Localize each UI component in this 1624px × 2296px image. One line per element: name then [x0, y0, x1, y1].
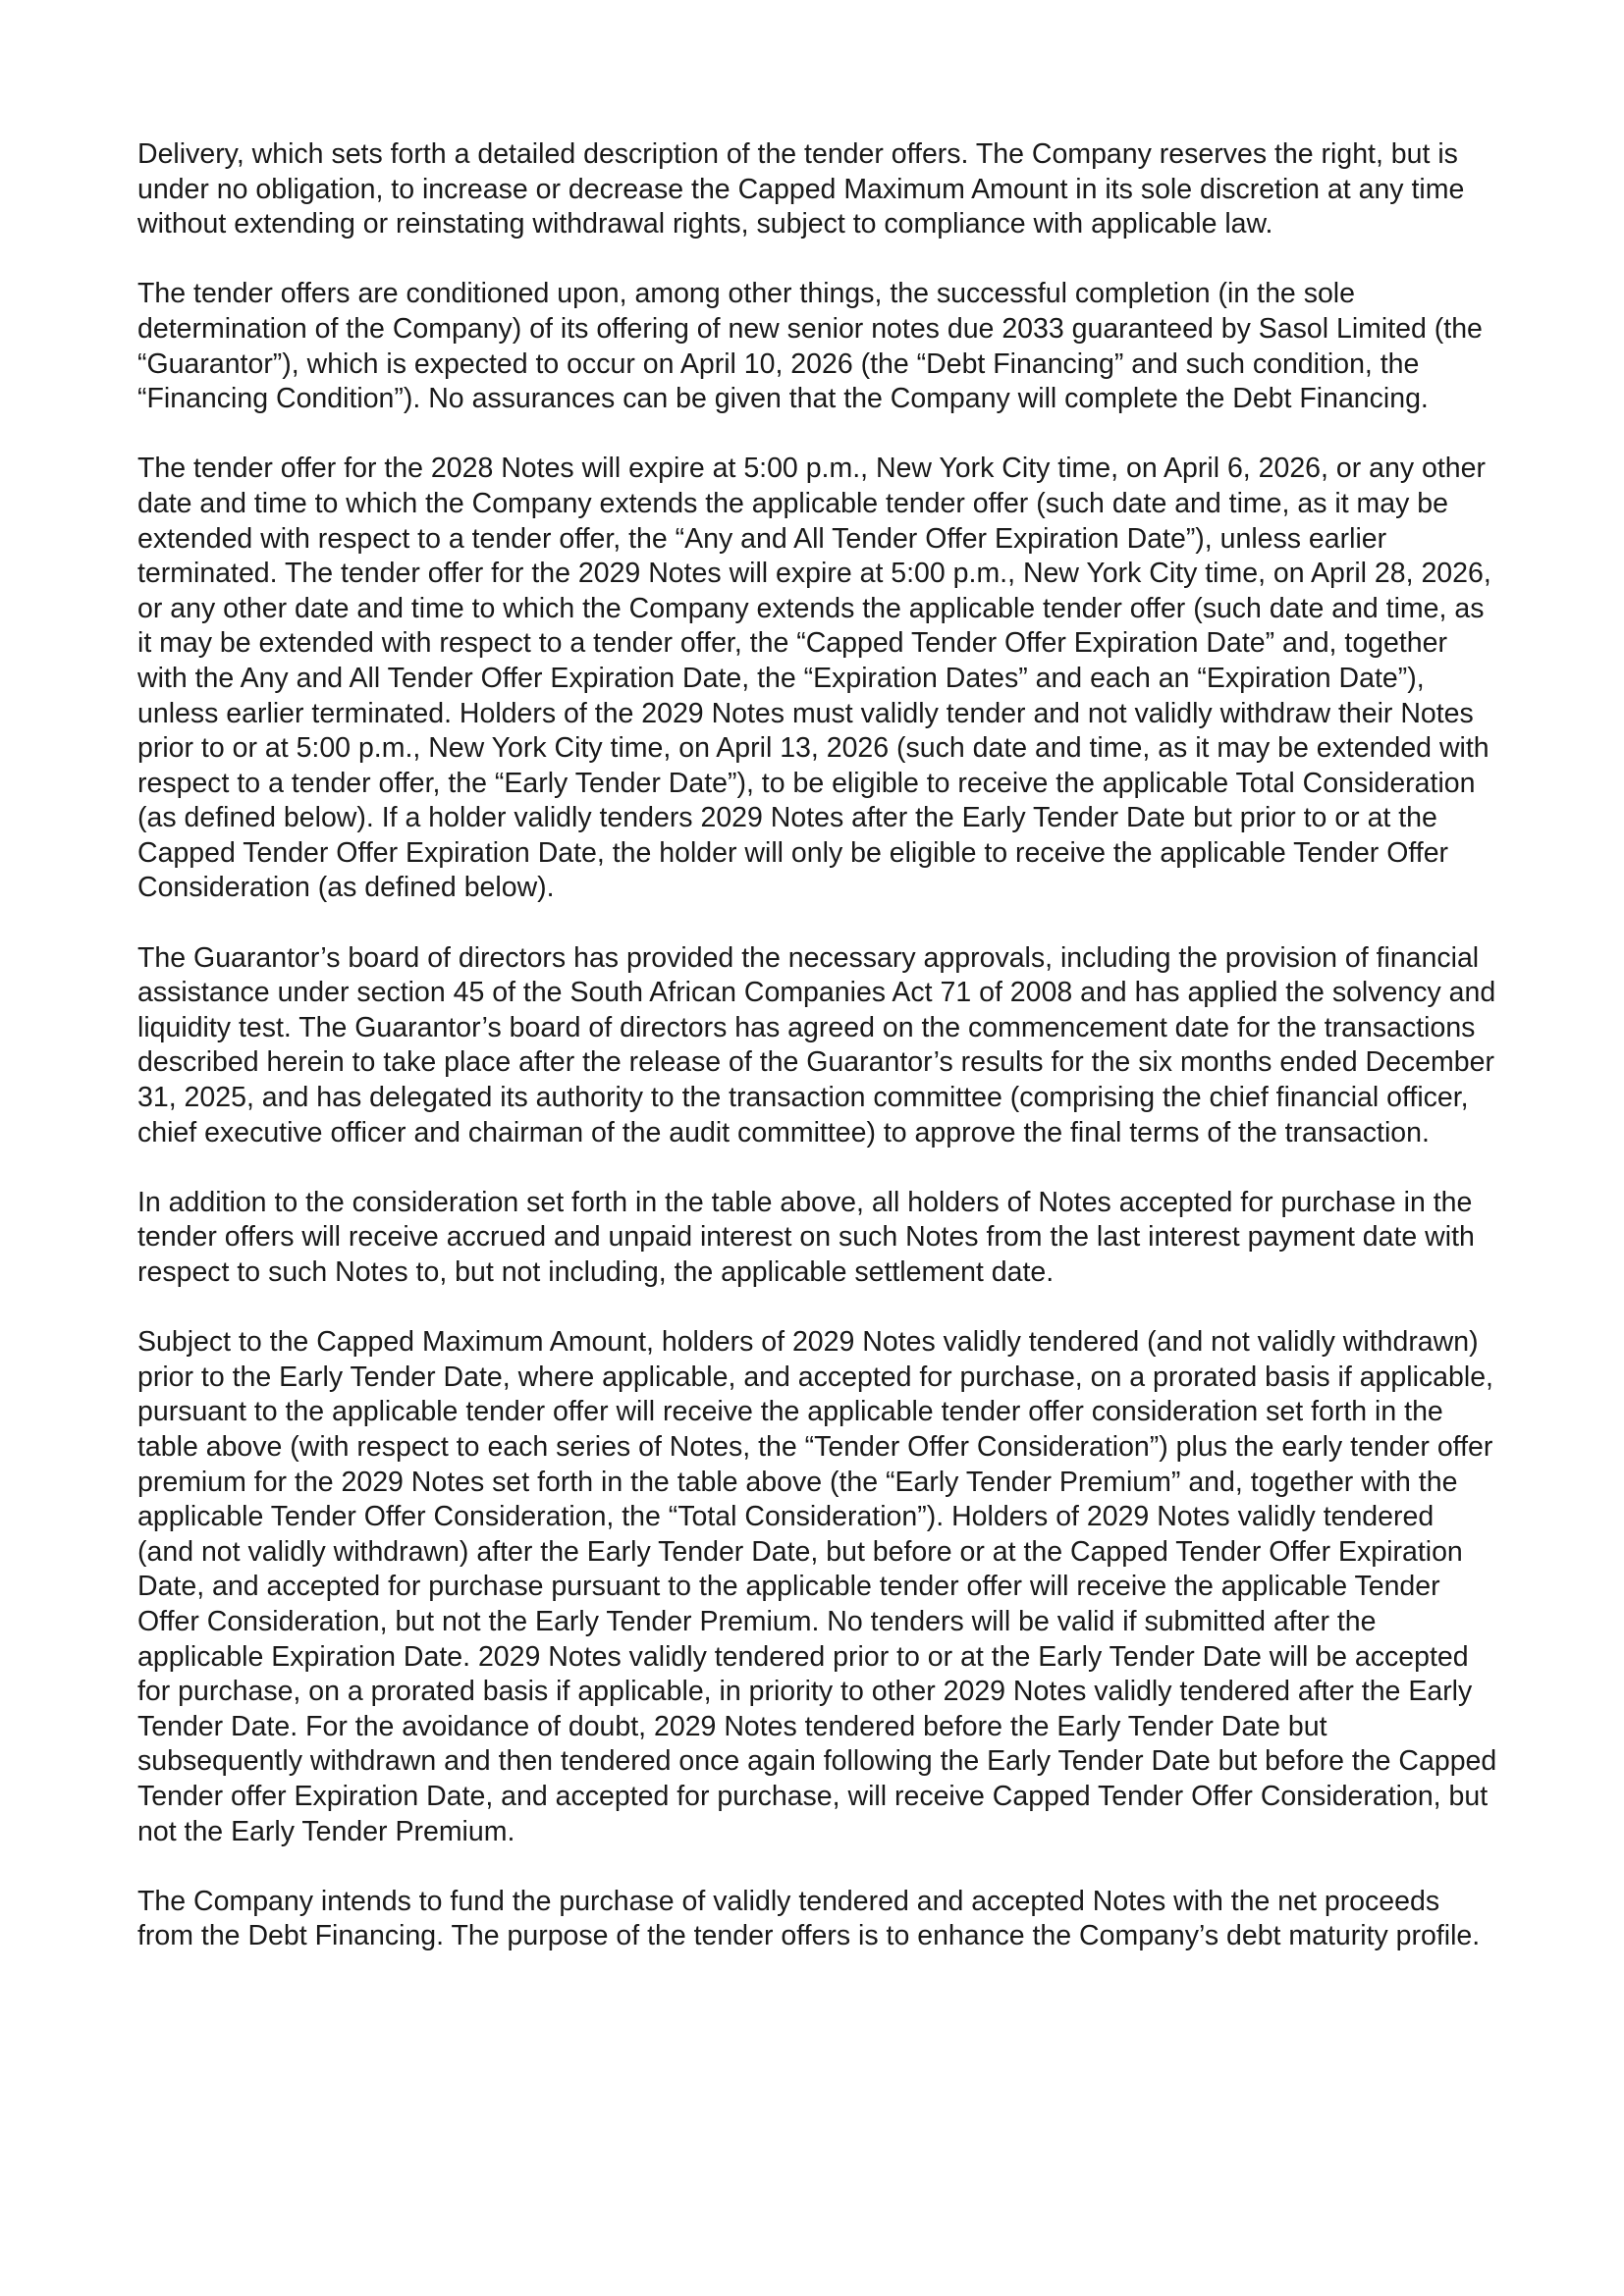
- paragraph-letter-of-transmittal: Delivery, which sets forth a detailed description of the tender offers. The Company reserves the right, but is under no obligation, to increase or decrease the Capped Maximum Amount in its sole discretion at any time without extending or reinstating withdrawal rights, subject to compliance with applicable law.: [137, 138, 1465, 240]
- paragraph-expiration-dates: The tender offer for the 2028 Notes will expire at 5:00 p.m., New York City time, on April 6, 2026, or any other date and time to which the Company extends the applicable tender offer (such date and time, as it may be extended with respect to a tender offer, the “Any and All Tender Offer Expiration Date”), unless earlier terminated. The tender offer for the 2029 Notes will expire at 5:00 p.m., New York City time, on April 28, 2026, or any other date and time to which the Company extends the applicable tender offer (such date and time, as it may be extended with respect to a tender offer, the “Capped Tender Offer Expiration Date” and, together with the Any and All Tender Offer Expiration Date, the “Expiration Dates” and each an “Expiration Date”), unless earlier terminated. Holders of the 2029 Notes must validly tender and not validly withdraw their Notes prior to or at 5:00 p.m., New York City time, on April 13, 2026 (such date and time, as it may be extended with respect to a tender offer, the “Early Tender Date”), to be eligible to receive the applicable Total Consideration (as defined below). If a holder validly tenders 2029 Notes after the Early Tender Date but prior to or at the Capped Tender Offer Expiration Date, the holder will only be eligible to receive the applicable Tender Offer Consideration (as defined below).: [137, 453, 1491, 904]
- paragraph-total-consideration: Subject to the Capped Maximum Amount, holders of 2029 Notes validly tendered (and not validly withdrawn) prior to the Early Tender Date, where applicable, and accepted for purchase, on a prorated basis if applicable, pursuant to the applicable tender offer will receive the applicable tender offer consideration set forth in the table above (with respect to each series of Notes, the “Tender Offer Consideration”) plus the early tender offer premium for the 2029 Notes set forth in the table above (the “Early Tender Premium” and, together with the applicable Tender Offer Consideration, the “Total Consideration”). Holders of 2029 Notes validly tendered (and not validly withdrawn) after the Early Tender Date, but before or at the Capped Tender Offer Expiration Date, and accepted for purchase pursuant to the applicable tender offer will receive the applicable Tender Offer Consideration, but not the Early Tender Premium. No tenders will be valid if submitted after the applicable Expiration Date. 2029 Notes validly tendered prior to or at the Early Tender Date will be accepted for purchase, on a prorated basis if applicable, in priority to other 2029 Notes validly tendered after the Early Tender Date. For the avoidance of doubt, 2029 Notes tendered before the Early Tender Date but subsequently withdrawn and then tendered once again following the Early Tender Date but before the Capped Tender offer Expiration Date, and accepted for purchase, will receive Capped Tender Offer Consideration, but not the Early Tender Premium.: [137, 1326, 1497, 1847]
- paragraph-accrued-interest: In addition to the consideration set forth in the table above, all holders of Notes accepted for purchase in the tender offers will receive accrued and unpaid interest on such Notes from the last interest payment date with respect to such Notes to, but not including, the applicable settlement date.: [137, 1186, 1475, 1288]
- document-page: [137, 137, 1497, 1954]
- paragraph-funding-purpose: The Company intends to fund the purchase of validly tendered and accepted Notes with the net proceeds from the Debt Financing. The purpose of the tender offers is to enhance the Company’s debt maturity profile.: [137, 1885, 1481, 1952]
- paragraph-board-approvals: The Guarantor’s board of directors has provided the necessary approvals, including the provision of financial assistance under section 45 of the South African Companies Act 71 of 2008 and has applied the solvency and liquidity test. The Guarantor’s board of directors has agreed on the commencement date for the transactions described herein to take place after the release of the Guarantor’s results for the six months ended December 31, 2025, and has delegated its authority to the transaction committee (comprising the chief financial officer, chief executive officer and chairman of the audit committee) to approve the final terms of the transaction.: [137, 941, 1496, 1148]
- paragraph-financing-condition: The tender offers are conditioned upon, among other things, the successful completion (in the sole determination of the Company) of its offering of new senior notes due 2033 guaranteed by Sasol Limited (the “Guarantor”), which is expected to occur on April 10, 2026 (the “Debt Financing” and such condition, the “Financing Condition”). No assurances can be given that the Company will complete the Debt Financing.: [137, 278, 1483, 415]
